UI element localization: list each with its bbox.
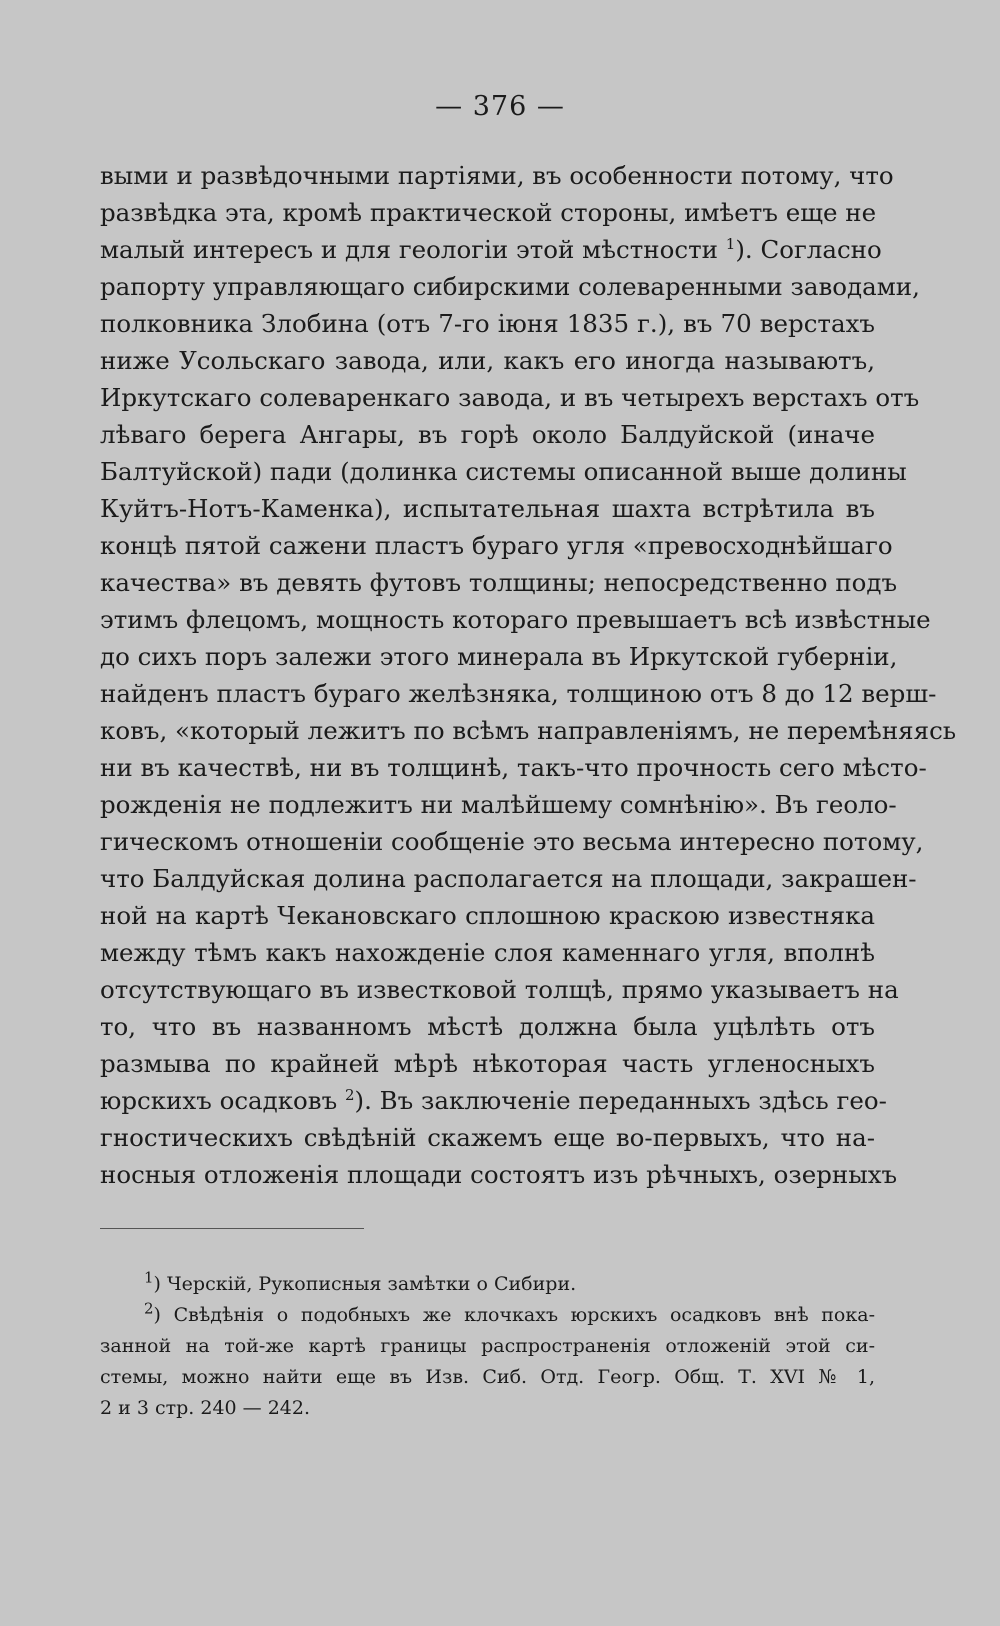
text-line: отсутствующаго въ известковой толщѣ, прямо указываетъ на: [100, 975, 899, 1004]
text-line: носныя отложенія площади состоятъ изъ рѣчныхъ, озерныхъ: [100, 1160, 898, 1189]
text-line: между тѣмъ какъ нахожденіе слоя каменнаго угля, вполнѣ: [100, 938, 875, 967]
text-line: ной на картѣ Чекановскаго сплошною краскою известняка: [100, 901, 875, 930]
footnote-line: стемы, можно найти еще въ Изв. Сиб. Отд. Геогр. Общ. Т. XVI № 1,: [100, 1366, 875, 1388]
footnote-line: 2 и 3 стр. 240 — 242.: [100, 1397, 311, 1419]
text-line: развѣдка эта, кромѣ практической стороны, имѣетъ еще не: [100, 198, 877, 227]
text-line: Куйтъ-Нотъ-Каменка), испытательная шахта встрѣтила въ: [100, 494, 875, 523]
text-line: качества» въ девять футовъ толщины; непосредственно подъ: [100, 568, 898, 597]
text-line: ни въ качествѣ, ни въ толщинѣ, такъ-что прочность сего мѣсто-: [100, 753, 927, 782]
text-segment: ). Въ заключеніе переданныхъ здѣсь гео-: [354, 1086, 887, 1115]
footnote-text: Свѣдѣнія о подобныхъ же клочкахъ юрскихъ осадковъ внѣ пока-: [173, 1304, 875, 1326]
body-text: [100, 157, 957, 1193]
text-line: найденъ пластъ бураго желѣзняка, толщиною отъ 8 до 12 верш-: [100, 679, 937, 708]
footnote-text: Черскій, Рукописныя замѣтки о Сибири.: [167, 1273, 577, 1295]
text-line: рожденія не подлежитъ ни малѣйшему сомнѣнію». Въ геоло-: [100, 790, 897, 819]
text-line: Иркутскаго солеваренкаго завода, и въ четырехъ верстахъ отъ: [100, 383, 920, 412]
text-line: [100, 1082, 887, 1119]
footnote-mark-2: 2: [144, 1299, 154, 1318]
text-line: лѣваго берега Ангары, въ горѣ около Балдуйской (иначе: [100, 420, 875, 449]
text-line: размыва по крайней мѣрѣ нѣкоторая часть угленосныхъ: [100, 1049, 875, 1078]
footnote-line: занной на той-же картѣ границы распространенія отложеній этой си-: [100, 1335, 875, 1357]
footnote-2: $^2$) Свѣдѣнія о подобныхъ же клочкахъ юрскихъ осадковъ внѣ пока-: [144, 1299, 875, 1326]
text-line: концѣ пятой сажени пластъ бураго угля «превосходнѣйшаго: [100, 531, 893, 560]
text-line: то, что въ названномъ мѣстѣ должна была уцѣлѣть отъ: [100, 1012, 875, 1041]
text-segment: юрскихъ осадковъ: [100, 1086, 338, 1115]
footnote-1: $^1$) Черскій, Рукописныя замѣтки о Сибири.: [144, 1268, 577, 1295]
footnote-ref-2: 2: [344, 1085, 355, 1104]
text-line: [100, 231, 882, 268]
footnote-divider: [100, 1228, 364, 1229]
text-line: этимъ флецомъ, мощность котораго превышаетъ всѣ извѣстные: [100, 605, 931, 634]
text-line: до сихъ поръ залежи этого минерала въ Иркутской губерніи,: [100, 642, 898, 671]
text-line: гическомъ отношеніи сообщеніе это весьма интересно потому,: [100, 827, 924, 856]
text-line: выми и развѣдочными партіями, въ особенности потому, что: [100, 161, 894, 190]
footnotes: [100, 1269, 875, 1424]
text-line: ниже Усольскаго завода, или, какъ его иногда называютъ,: [100, 346, 875, 375]
page-number: — 376 —: [435, 91, 565, 122]
text-line: что Балдуйская долина располагается на площади, закрашен-: [100, 864, 917, 893]
text-segment: малый интересъ и для геологіи этой мѣстности: [100, 235, 718, 264]
text-line: полковника Злобина (отъ 7-го іюня 1835 г.), въ 70 верстахъ: [100, 309, 875, 338]
text-line: гностическихъ свѣдѣній скажемъ еще во-первыхъ, что на-: [100, 1123, 875, 1152]
footnote-ref-1: 1: [725, 234, 736, 253]
footnote-mark-1: 1: [144, 1268, 154, 1287]
text-segment: ). Согласно: [735, 235, 882, 264]
text-line: ковъ, «который лежитъ по всѣмъ направленіямъ, не перемѣняясь: [100, 716, 957, 745]
text-line: рапорту управляющаго сибирскими солеваренными заводами,: [100, 272, 920, 301]
text-line: Балтуйской) пади (долинка системы описанной выше долины: [100, 457, 907, 486]
